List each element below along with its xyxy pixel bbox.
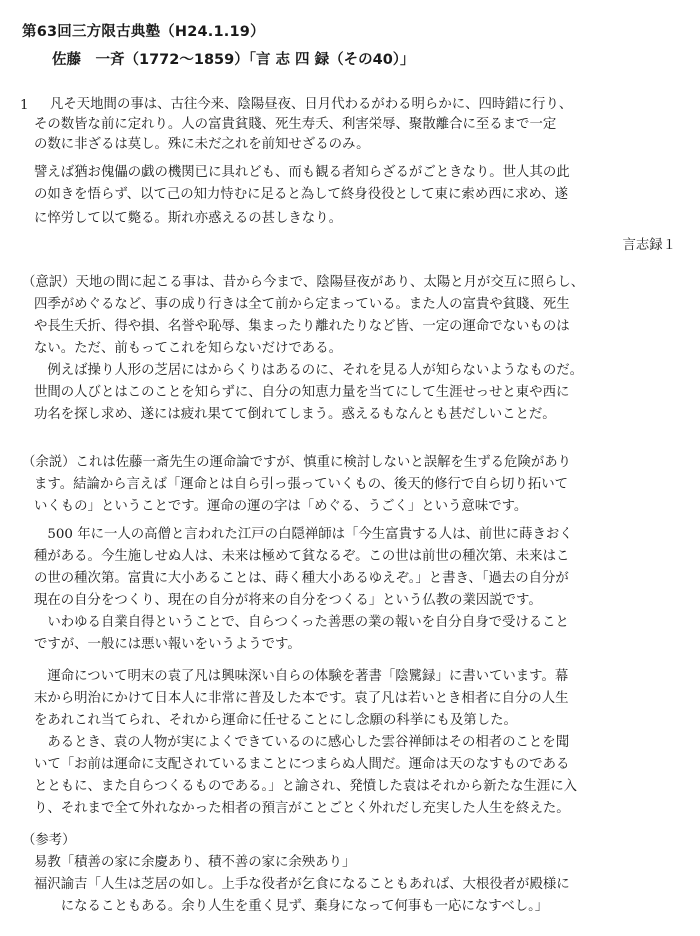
passage-line: 譬えば猶お傀儡の戯の機関已に具れども、而も観る者知らざるがごときなり。世人其の此: [34, 165, 570, 180]
reference-line: 福沢諭吉「人生は芝居の如し。上手な役者が乞食になることもあれば、大根役者が殿様に: [34, 877, 570, 892]
commentary-line: いて「お前は運命に支配されているまことにつまらぬ人間だ。運命は天のなすものである: [34, 757, 570, 772]
commentary-line: あるとき、袁の人物が実によくできているのに感心した雲谷禅師はその相者のことを聞: [34, 735, 570, 750]
commentary-line: ですが、一般には悪い報いをいうようです。: [34, 637, 301, 652]
passage-line: の数に非ざるは莫し。殊に未だ之れを前知せざるのみ。: [34, 137, 370, 152]
page-subtitle: 佐藤 一斉（1772～1859）「言 志 四 録（その40）」: [52, 52, 415, 68]
passage-line: その数皆な前に定れり。人の富貴貧賤、死生寿夭、利害栄辱、聚散離合に至るまで一定: [34, 117, 557, 132]
translation-line: ない。ただ、前もってこれを知らないだけである。: [34, 341, 342, 356]
commentary-line: ます。結論から言えば「運命とは自ら引っ張っていくもの、後天的修行で自ら切り拓いて: [34, 477, 569, 492]
passage-number: 1: [20, 98, 29, 113]
commentary-line: 運命について明末の袁了凡は興味深い自らの体験を著書「陰騭録」に書いています。幕: [34, 669, 569, 684]
translation-line: や長生夭折、得や損、名誉や恥辱、集まったり離れたりなど皆、一定の運命でないものは: [34, 319, 570, 334]
passage-line: の如きを悟らず、以て己の知力恃むに足ると為して終身役役として東に索め西に求め、遂: [34, 187, 569, 202]
translation-line: 例えば操り人形の芝居にはからくりはあるのに、それを見る人が知らないようなものだ。: [34, 363, 584, 378]
reference-line: になることもある。余り人生を重く見ず、棄身になって何事も一応になすべし。」: [34, 899, 549, 914]
commentary-line: をあれこれ当てられ、それから運命に任せることにし念願の科挙にも及第した。: [34, 713, 517, 728]
commentary-line: いくもの」ということです。運命の運の字は「めぐる、うごく」という意味です。: [34, 499, 528, 514]
passage-line: 凡そ天地間の事は、古往今来、陰陽昼夜、日月代わるがわる明らかに、四時錯に行り、: [50, 97, 573, 112]
reference-line: 易教「積善の家に余慶あり、積不善の家に余殃あり」: [34, 855, 356, 870]
commentary-line: （余説）これは佐藤一斎先生の運命論ですが、慎重に検討しないと誤解を生ずる危険があり: [22, 455, 572, 470]
commentary-line: とともに、また自らつくるものである。」と諭され、発憤した袁はそれから新たな生涯に入: [34, 779, 577, 794]
commentary-line: 現在の自分をつくり、現在の自分が将来の自分をつくる」という仏教の業因説です。: [34, 593, 542, 608]
translation-line: 功名を探し求め、遂には疲れ果てて倒れてしまう。惑えるもなんとも甚だしいことだ。: [34, 407, 556, 422]
commentary-line: いわゆる自業自得ということで、自らつくった善悪の業の報いを自分自身で受けること: [34, 615, 569, 630]
commentary-line: の世の種次第。富貴に大小あることは、蒔く種大小あるゆえぞ。」と書き、「過去の自分が: [34, 571, 569, 586]
translation-line: （意訳）天地の間に起こる事は、昔から今まで、陰陽昼夜があり、太陽と月が交互に照らし、: [22, 275, 585, 290]
reference-heading: （参考）: [22, 833, 76, 848]
commentary-line: 末から明治にかけて日本人に非常に普及した本です。袁了凡は若いとき相者に自分の人生: [34, 691, 569, 706]
commentary-line: 500 年に一人の高僧と言われた江戸の白隠禅師は「今生富貴する人は、前世に蒔きおく: [34, 527, 573, 542]
page-title: 第63回三方限古典塾（H24.1.19）: [22, 24, 265, 40]
commentary-line: り、それまで全て外れなかった相者の預言がことごとく外れだし充実した人生を終えた。: [34, 801, 570, 816]
commentary-line: 種がある。今生施しせぬ人は、未来は極めて貧なるぞ。この世は前世の種次第、未来はこ: [34, 549, 570, 564]
source-citation: 言志録１: [622, 238, 676, 253]
passage-line: に悴労して以て斃る。斯れ亦惑えるの甚しきなり。: [34, 211, 342, 226]
translation-line: 世間の人びとはこのことを知らずに、自分の知恵力量を当てにして生涯せっせと東や西に: [34, 385, 570, 400]
translation-line: 四季がめぐるなど、事の成り行きは全て前から定まっている。また人の富貴や貧賤、死生: [34, 297, 570, 312]
